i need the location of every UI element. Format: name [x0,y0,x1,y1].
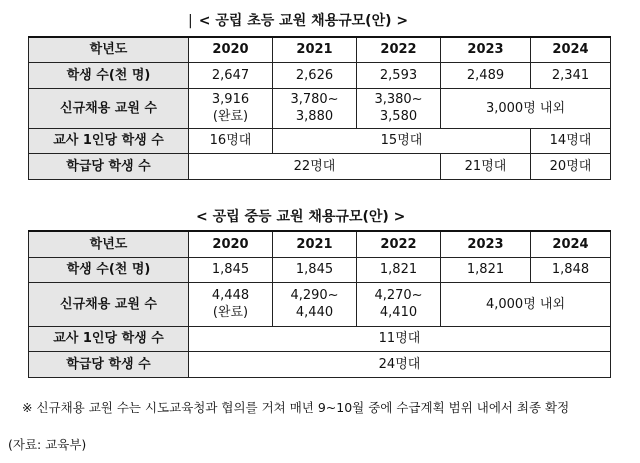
row-label-students: 학생 수(천 명) [29,257,189,282]
cell-students-2023: 2,489 [441,62,531,88]
cell-hiring-2022 [357,88,441,128]
cell-hiring-2020 [189,88,273,128]
cell-students-2023: 1,821 [441,257,531,282]
cell-students-2021: 1,845 [273,257,357,282]
cell-hiring-2023-2024: 4,000명 내외 [441,282,611,326]
cell-hiring-2023-2024: 3,000명 내외 [441,88,611,128]
table1-title-text: < 공립 초등 교원 채용규모(안) > [198,13,409,29]
cell-line: 3,780~ [290,92,339,107]
row-label-per-teacher: 교사 1인당 학생 수 [29,326,189,351]
row-label-per-class: 학급당 학생 수 [29,153,189,179]
table-header-row [29,231,611,257]
cell-hiring-2020 [189,282,273,326]
cell-line: (완료) [212,305,249,320]
cell-students-2022: 1,821 [357,257,441,282]
header-2020: 2020 [189,37,273,62]
cell-hiring-2021 [273,282,357,326]
cell-per-teacher-2021-2023: 15명대 [273,128,531,153]
cell-line: 3,580 [379,109,418,124]
cell-students-2021: 2,626 [273,62,357,88]
row-label-hiring: 신규채용 교원 수 [29,88,189,128]
title-bar: | [188,13,193,29]
table-row [29,351,611,377]
cell-students-2024: 2,341 [531,62,611,88]
header-2022: 2022 [357,231,441,257]
cell-per-class-2024: 20명대 [531,153,611,179]
cell-per-teacher-all: 11명대 [189,326,611,351]
cell-students-2022: 2,593 [357,62,441,88]
header-2021: 2021 [273,37,357,62]
cell-students-2024: 1,848 [531,257,611,282]
cell-hiring-2021 [273,88,357,128]
table-row [29,153,611,179]
cell-line: 3,880 [295,109,334,124]
row-label-students: 학생 수(천 명) [29,62,189,88]
cell-students-2020: 2,647 [189,62,273,88]
header-year-label: 학년도 [29,231,189,257]
table-header-row [29,37,611,62]
source-note: (자료: 교육부) [8,437,87,452]
table2-title: < 공립 중등 교원 채용규모(안) > [196,209,406,225]
row-label-per-class: 학급당 학생 수 [29,351,189,377]
header-2020: 2020 [189,231,273,257]
table-row [29,257,611,282]
header-2024: 2024 [531,231,611,257]
secondary-hiring-table [28,230,611,378]
cell-line: 4,410 [379,305,418,320]
cell-line: 3,380~ [374,92,423,107]
table-row [29,128,611,153]
header-2023: 2023 [441,37,531,62]
cell-per-teacher-2024: 14명대 [531,128,611,153]
cell-per-class-2023: 21명대 [441,153,531,179]
header-2023: 2023 [441,231,531,257]
cell-line: (완료) [212,109,249,124]
cell-per-class-all: 24명대 [189,351,611,377]
footnote: ※ 신규채용 교원 수는 시도교육청과 협의를 거쳐 매년 9~10월 중에 수급계획 범위 내에서 최종 확정 [22,400,570,415]
elementary-hiring-table [28,36,611,180]
header-2021: 2021 [273,231,357,257]
table-row [29,282,611,326]
header-2024: 2024 [531,37,611,62]
cell-per-class-2020-2022: 22명대 [189,153,441,179]
cell-per-teacher-2020: 16명대 [189,128,273,153]
cell-line: 3,916 [211,92,250,107]
cell-line: 4,270~ [374,288,423,303]
header-2022: 2022 [357,37,441,62]
cell-line: 4,290~ [290,288,339,303]
row-label-per-teacher: 교사 1인당 학생 수 [29,128,189,153]
table1-title [188,10,408,30]
table-row [29,62,611,88]
row-label-hiring: 신규채용 교원 수 [29,282,189,326]
cell-line: 4,440 [295,305,334,320]
header-year-label: 학년도 [29,37,189,62]
cell-hiring-2022 [357,282,441,326]
cell-line: 4,448 [211,288,250,303]
table-row [29,88,611,128]
table-row [29,326,611,351]
cell-students-2020: 1,845 [189,257,273,282]
